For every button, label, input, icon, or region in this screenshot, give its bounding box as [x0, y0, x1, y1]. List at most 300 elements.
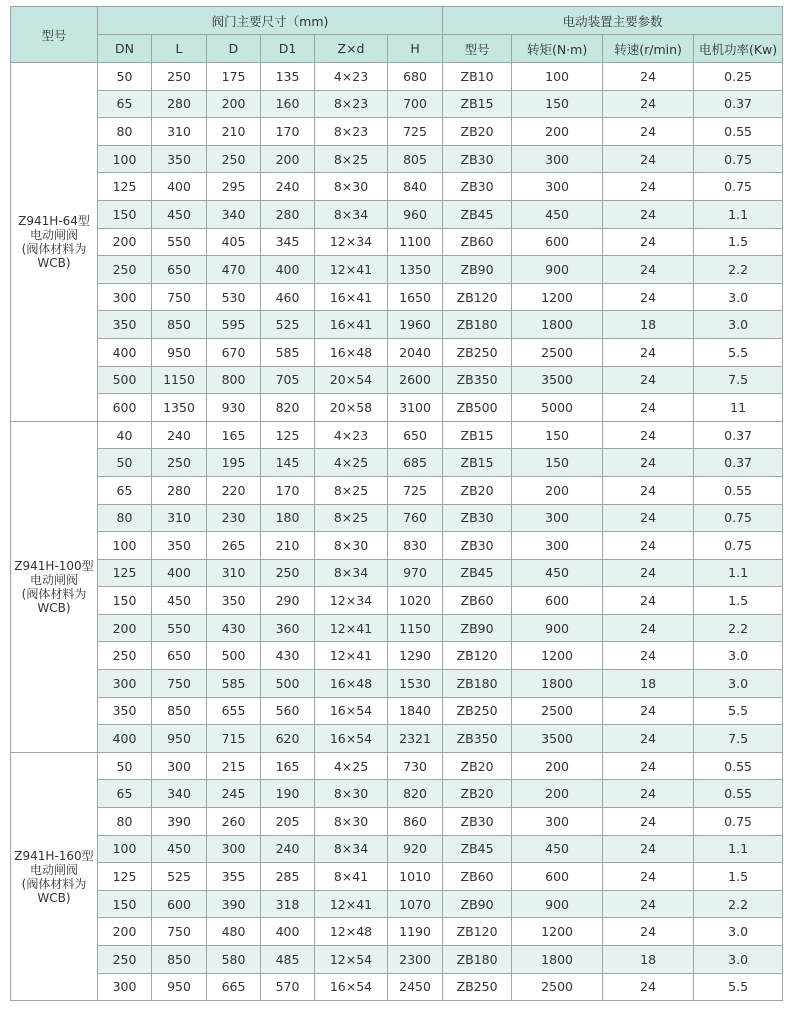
model-label-line: (阀体材料为: [21, 586, 87, 601]
table-cell: 1200: [512, 918, 603, 946]
table-cell: ZB30: [443, 504, 512, 532]
table-cell: 16×48: [315, 670, 388, 698]
table-cell: 180: [261, 504, 315, 532]
table-cell: 310: [152, 118, 207, 146]
table-cell: 190: [261, 780, 315, 808]
table-row: [11, 228, 783, 256]
table-cell: 200: [98, 614, 152, 642]
model-cell: [11, 63, 98, 422]
table-row: [11, 670, 783, 698]
table-cell: 300: [98, 283, 152, 311]
table-cell: 930: [207, 394, 261, 422]
table-cell: 125: [98, 173, 152, 201]
table-cell: 400: [152, 559, 207, 587]
table-cell: 600: [512, 863, 603, 891]
table-cell: 250: [261, 559, 315, 587]
table-cell: 24: [603, 173, 694, 201]
table-cell: 150: [98, 200, 152, 228]
table-cell: 650: [152, 256, 207, 284]
table-cell: 24: [603, 200, 694, 228]
table-cell: 3.0: [694, 670, 783, 698]
model-label-line: WCB): [37, 255, 71, 270]
table-cell: 24: [603, 890, 694, 918]
table-cell: 250: [152, 449, 207, 477]
table-cell: 450: [512, 835, 603, 863]
table-cell: ZB20: [443, 752, 512, 780]
model-cell: [11, 752, 98, 1000]
table-cell: 310: [152, 504, 207, 532]
model-label-line: 电动闸阀: [29, 572, 78, 587]
table-cell: 950: [152, 338, 207, 366]
table-cell: 850: [152, 697, 207, 725]
table-cell: 350: [152, 145, 207, 173]
table-cell: 730: [388, 752, 443, 780]
table-cell: 345: [261, 228, 315, 256]
table-cell: 0.75: [694, 173, 783, 201]
table-cell: ZB30: [443, 532, 512, 560]
table-cell: 900: [512, 614, 603, 642]
table-row: [11, 476, 783, 504]
table-cell: 840: [388, 173, 443, 201]
table-cell: 170: [261, 476, 315, 504]
table-cell: 3100: [388, 394, 443, 422]
table-cell: 8×34: [315, 200, 388, 228]
table-cell: 620: [261, 725, 315, 753]
table-cell: 4×23: [315, 63, 388, 91]
table-cell: 8×30: [315, 173, 388, 201]
table-cell: 24: [603, 476, 694, 504]
table-cell: 200: [261, 145, 315, 173]
table-cell: 2500: [512, 697, 603, 725]
table-cell: 1150: [388, 614, 443, 642]
table-row: [11, 725, 783, 753]
table-cell: 65: [98, 780, 152, 808]
table-cell: 250: [98, 642, 152, 670]
table-cell: 245: [207, 780, 261, 808]
table-row: [11, 808, 783, 836]
table-cell: ZB250: [443, 973, 512, 1001]
table-cell: 220: [207, 476, 261, 504]
table-cell: 2300: [388, 946, 443, 974]
table-cell: 0.75: [694, 145, 783, 173]
table-cell: 2.2: [694, 890, 783, 918]
table-cell: 16×54: [315, 725, 388, 753]
table-cell: 0.55: [694, 780, 783, 808]
table-cell: 240: [261, 173, 315, 201]
table-cell: ZB20: [443, 780, 512, 808]
table-cell: 950: [152, 725, 207, 753]
table-cell: 300: [512, 532, 603, 560]
table-cell: 500: [261, 670, 315, 698]
table-cell: 4×23: [315, 421, 388, 449]
table-cell: 280: [152, 476, 207, 504]
table-cell: 1070: [388, 890, 443, 918]
table-row: [11, 90, 783, 118]
table-cell: 80: [98, 504, 152, 532]
model-label-line: Z941H-100型: [14, 558, 94, 573]
table-row: [11, 614, 783, 642]
table-cell: 12×41: [315, 890, 388, 918]
table-cell: ZB30: [443, 145, 512, 173]
table-cell: 150: [512, 421, 603, 449]
table-cell: 150: [512, 90, 603, 118]
table-cell: 200: [98, 228, 152, 256]
table-cell: 40: [98, 421, 152, 449]
table-cell: 595: [207, 311, 261, 339]
table-cell: ZB250: [443, 697, 512, 725]
table-cell: 16×48: [315, 338, 388, 366]
table-cell: 24: [603, 421, 694, 449]
table-row: [11, 697, 783, 725]
table-cell: 350: [152, 532, 207, 560]
table-cell: ZB120: [443, 918, 512, 946]
table-cell: 230: [207, 504, 261, 532]
table-row: [11, 918, 783, 946]
table-cell: 0.37: [694, 421, 783, 449]
col-l: L: [152, 35, 207, 63]
table-cell: 0.75: [694, 532, 783, 560]
table-cell: 920: [388, 835, 443, 863]
table-cell: 750: [152, 283, 207, 311]
model-label-line: Z941H-64型: [18, 213, 90, 228]
table-row: [11, 283, 783, 311]
table-cell: 215: [207, 752, 261, 780]
table-cell: 655: [207, 697, 261, 725]
table-cell: ZB90: [443, 614, 512, 642]
table-cell: 2600: [388, 366, 443, 394]
table-cell: 8×23: [315, 118, 388, 146]
table-cell: 1800: [512, 311, 603, 339]
table-cell: ZB30: [443, 808, 512, 836]
table-cell: 300: [207, 835, 261, 863]
table-cell: 390: [152, 808, 207, 836]
table-cell: 145: [261, 449, 315, 477]
table-cell: 200: [512, 780, 603, 808]
table-cell: 750: [152, 918, 207, 946]
table-cell: 500: [207, 642, 261, 670]
table-cell: 2500: [512, 973, 603, 1001]
table-cell: 1.5: [694, 863, 783, 891]
table-cell: 250: [152, 63, 207, 91]
table-cell: 24: [603, 725, 694, 753]
table-cell: 8×41: [315, 863, 388, 891]
table-cell: 450: [152, 587, 207, 615]
table-row: [11, 145, 783, 173]
table-cell: 485: [261, 946, 315, 974]
model-label-line: (阀体材料为: [21, 241, 87, 256]
table-cell: 350: [207, 587, 261, 615]
table-row: [11, 504, 783, 532]
table-cell: 900: [512, 890, 603, 918]
table-row: [11, 366, 783, 394]
table-cell: 125: [261, 421, 315, 449]
table-cell: 2.2: [694, 256, 783, 284]
table-cell: 24: [603, 449, 694, 477]
table-cell: 360: [261, 614, 315, 642]
table-cell: ZB15: [443, 421, 512, 449]
table-cell: 24: [603, 780, 694, 808]
table-cell: 24: [603, 863, 694, 891]
table-cell: ZB60: [443, 228, 512, 256]
table-cell: 1800: [512, 670, 603, 698]
table-row: [11, 173, 783, 201]
table-cell: 550: [152, 228, 207, 256]
table-cell: 12×54: [315, 946, 388, 974]
table-cell: 850: [152, 311, 207, 339]
table-cell: 280: [261, 200, 315, 228]
table-cell: 2.2: [694, 614, 783, 642]
table-row: [11, 946, 783, 974]
table-cell: 0.55: [694, 118, 783, 146]
table-cell: ZB20: [443, 118, 512, 146]
table-cell: 50: [98, 752, 152, 780]
table-cell: 200: [98, 918, 152, 946]
col-d: D: [207, 35, 261, 63]
model-label-line: WCB): [37, 600, 71, 615]
table-cell: 3.0: [694, 283, 783, 311]
table-cell: 240: [261, 835, 315, 863]
table-cell: 300: [98, 973, 152, 1001]
table-cell: 24: [603, 532, 694, 560]
table-cell: 725: [388, 476, 443, 504]
table-cell: 210: [207, 118, 261, 146]
table-cell: 430: [207, 614, 261, 642]
table-row: [11, 863, 783, 891]
table-cell: 685: [388, 449, 443, 477]
table-cell: 300: [98, 670, 152, 698]
table-cell: 150: [512, 449, 603, 477]
table-cell: 2321: [388, 725, 443, 753]
table-cell: 0.75: [694, 504, 783, 532]
table-cell: 0.75: [694, 808, 783, 836]
table-cell: 400: [98, 725, 152, 753]
table-cell: ZB120: [443, 642, 512, 670]
col-h: H: [388, 35, 443, 63]
table-cell: ZB350: [443, 725, 512, 753]
table-cell: 3500: [512, 366, 603, 394]
table-cell: 1100: [388, 228, 443, 256]
table-cell: 1200: [512, 642, 603, 670]
table-cell: 470: [207, 256, 261, 284]
model-label-line: (阀体材料为: [21, 876, 87, 891]
table-cell: 1960: [388, 311, 443, 339]
table-cell: ZB20: [443, 476, 512, 504]
table-cell: 240: [152, 421, 207, 449]
table-cell: 300: [512, 808, 603, 836]
table-cell: 500: [98, 366, 152, 394]
table-cell: 2040: [388, 338, 443, 366]
table-cell: 1190: [388, 918, 443, 946]
table-cell: 820: [388, 780, 443, 808]
table-cell: 8×30: [315, 532, 388, 560]
table-cell: 350: [98, 697, 152, 725]
table-cell: 125: [98, 863, 152, 891]
table-cell: 8×30: [315, 780, 388, 808]
table-cell: 165: [207, 421, 261, 449]
table-cell: 16×41: [315, 311, 388, 339]
table-row: [11, 642, 783, 670]
table-row: [11, 311, 783, 339]
table-cell: 12×41: [315, 614, 388, 642]
table-cell: 960: [388, 200, 443, 228]
table-cell: 340: [207, 200, 261, 228]
model-cell: [11, 421, 98, 752]
table-cell: 170: [261, 118, 315, 146]
table-cell: 150: [98, 890, 152, 918]
table-cell: ZB90: [443, 256, 512, 284]
table-cell: 705: [261, 366, 315, 394]
table-cell: 8×34: [315, 835, 388, 863]
table-cell: 820: [261, 394, 315, 422]
table-cell: 318: [261, 890, 315, 918]
table-cell: 24: [603, 63, 694, 91]
table-cell: 1150: [152, 366, 207, 394]
table-cell: 290: [261, 587, 315, 615]
table-cell: 340: [152, 780, 207, 808]
table-cell: 260: [207, 808, 261, 836]
table-cell: 805: [388, 145, 443, 173]
table-cell: 24: [603, 752, 694, 780]
table-cell: 400: [261, 256, 315, 284]
table-cell: ZB45: [443, 200, 512, 228]
col-dn: DN: [98, 35, 152, 63]
table-cell: 310: [207, 559, 261, 587]
table-cell: 280: [152, 90, 207, 118]
table-cell: 760: [388, 504, 443, 532]
table-cell: 750: [152, 670, 207, 698]
valve-spec-table: [10, 6, 783, 1001]
table-cell: 100: [98, 835, 152, 863]
table-cell: 7.5: [694, 366, 783, 394]
table-cell: 205: [261, 808, 315, 836]
table-cell: 5.5: [694, 338, 783, 366]
table-cell: 450: [512, 200, 603, 228]
table-cell: 195: [207, 449, 261, 477]
table-cell: 1840: [388, 697, 443, 725]
table-cell: 405: [207, 228, 261, 256]
table-cell: 1800: [512, 946, 603, 974]
table-cell: 16×54: [315, 973, 388, 1001]
table-cell: 24: [603, 835, 694, 863]
table-cell: 5.5: [694, 697, 783, 725]
table-row: [11, 780, 783, 808]
table-cell: 585: [207, 670, 261, 698]
table-cell: 24: [603, 504, 694, 532]
table-cell: 4×25: [315, 752, 388, 780]
table-cell: 600: [152, 890, 207, 918]
table-cell: ZB45: [443, 835, 512, 863]
table-row: [11, 835, 783, 863]
col-motor-power: 电机功率(Kw): [694, 35, 783, 63]
table-row: [11, 559, 783, 587]
table-cell: 18: [603, 946, 694, 974]
table-cell: 24: [603, 145, 694, 173]
table-cell: 1020: [388, 587, 443, 615]
table-row: [11, 118, 783, 146]
table-cell: 900: [512, 256, 603, 284]
column-header-row: [11, 35, 783, 63]
table-cell: 400: [152, 173, 207, 201]
table-cell: 1650: [388, 283, 443, 311]
table-cell: 200: [207, 90, 261, 118]
table-cell: 600: [98, 394, 152, 422]
table-cell: 24: [603, 808, 694, 836]
table-cell: 16×41: [315, 283, 388, 311]
table-cell: 18: [603, 311, 694, 339]
table-cell: 200: [512, 476, 603, 504]
table-cell: 3.0: [694, 918, 783, 946]
table-cell: 1.1: [694, 835, 783, 863]
table-cell: 3500: [512, 725, 603, 753]
valve-dimensions-header: 阀门主要尺寸（mm): [98, 7, 443, 35]
col-speed: 转速(r/min): [603, 35, 694, 63]
table-cell: 8×25: [315, 504, 388, 532]
model-header: 型号: [11, 7, 98, 63]
table-cell: 200: [512, 752, 603, 780]
table-cell: 725: [388, 118, 443, 146]
table-cell: 450: [152, 200, 207, 228]
table-cell: 20×54: [315, 366, 388, 394]
table-cell: 20×58: [315, 394, 388, 422]
table-cell: 0.55: [694, 752, 783, 780]
table-cell: ZB180: [443, 311, 512, 339]
col-torque: 转矩(N·m): [512, 35, 603, 63]
table-row: [11, 256, 783, 284]
table-cell: 12×41: [315, 256, 388, 284]
table-cell: 12×34: [315, 228, 388, 256]
table-row: [11, 338, 783, 366]
table-cell: 0.37: [694, 449, 783, 477]
table-cell: 24: [603, 587, 694, 615]
table-cell: 1200: [512, 283, 603, 311]
table-cell: 830: [388, 532, 443, 560]
table-cell: ZB10: [443, 63, 512, 91]
table-cell: 125: [98, 559, 152, 587]
table-cell: 150: [98, 587, 152, 615]
table-cell: 250: [98, 256, 152, 284]
table-cell: 24: [603, 614, 694, 642]
table-cell: 24: [603, 918, 694, 946]
table-cell: 24: [603, 90, 694, 118]
table-cell: 850: [152, 946, 207, 974]
table-cell: 950: [152, 973, 207, 1001]
col-zxd: Z×d: [315, 35, 388, 63]
table-row: [11, 421, 783, 449]
table-cell: 24: [603, 559, 694, 587]
table-cell: 5000: [512, 394, 603, 422]
table-cell: 100: [98, 145, 152, 173]
table-cell: 430: [261, 642, 315, 670]
table-cell: 550: [152, 614, 207, 642]
electric-device-header: 电动装置主要参数: [443, 7, 783, 35]
table-cell: 12×41: [315, 642, 388, 670]
table-cell: 300: [512, 504, 603, 532]
table-row: [11, 532, 783, 560]
table-cell: 525: [261, 311, 315, 339]
table-cell: 24: [603, 366, 694, 394]
table-cell: 24: [603, 697, 694, 725]
table-cell: 860: [388, 808, 443, 836]
table-cell: 12×48: [315, 918, 388, 946]
table-cell: 400: [98, 338, 152, 366]
table-cell: 265: [207, 532, 261, 560]
col-drive-model: 型号: [443, 35, 512, 63]
table-cell: ZB15: [443, 90, 512, 118]
table-cell: 560: [261, 697, 315, 725]
table-cell: 80: [98, 118, 152, 146]
table-cell: 8×23: [315, 90, 388, 118]
table-cell: 3.0: [694, 642, 783, 670]
